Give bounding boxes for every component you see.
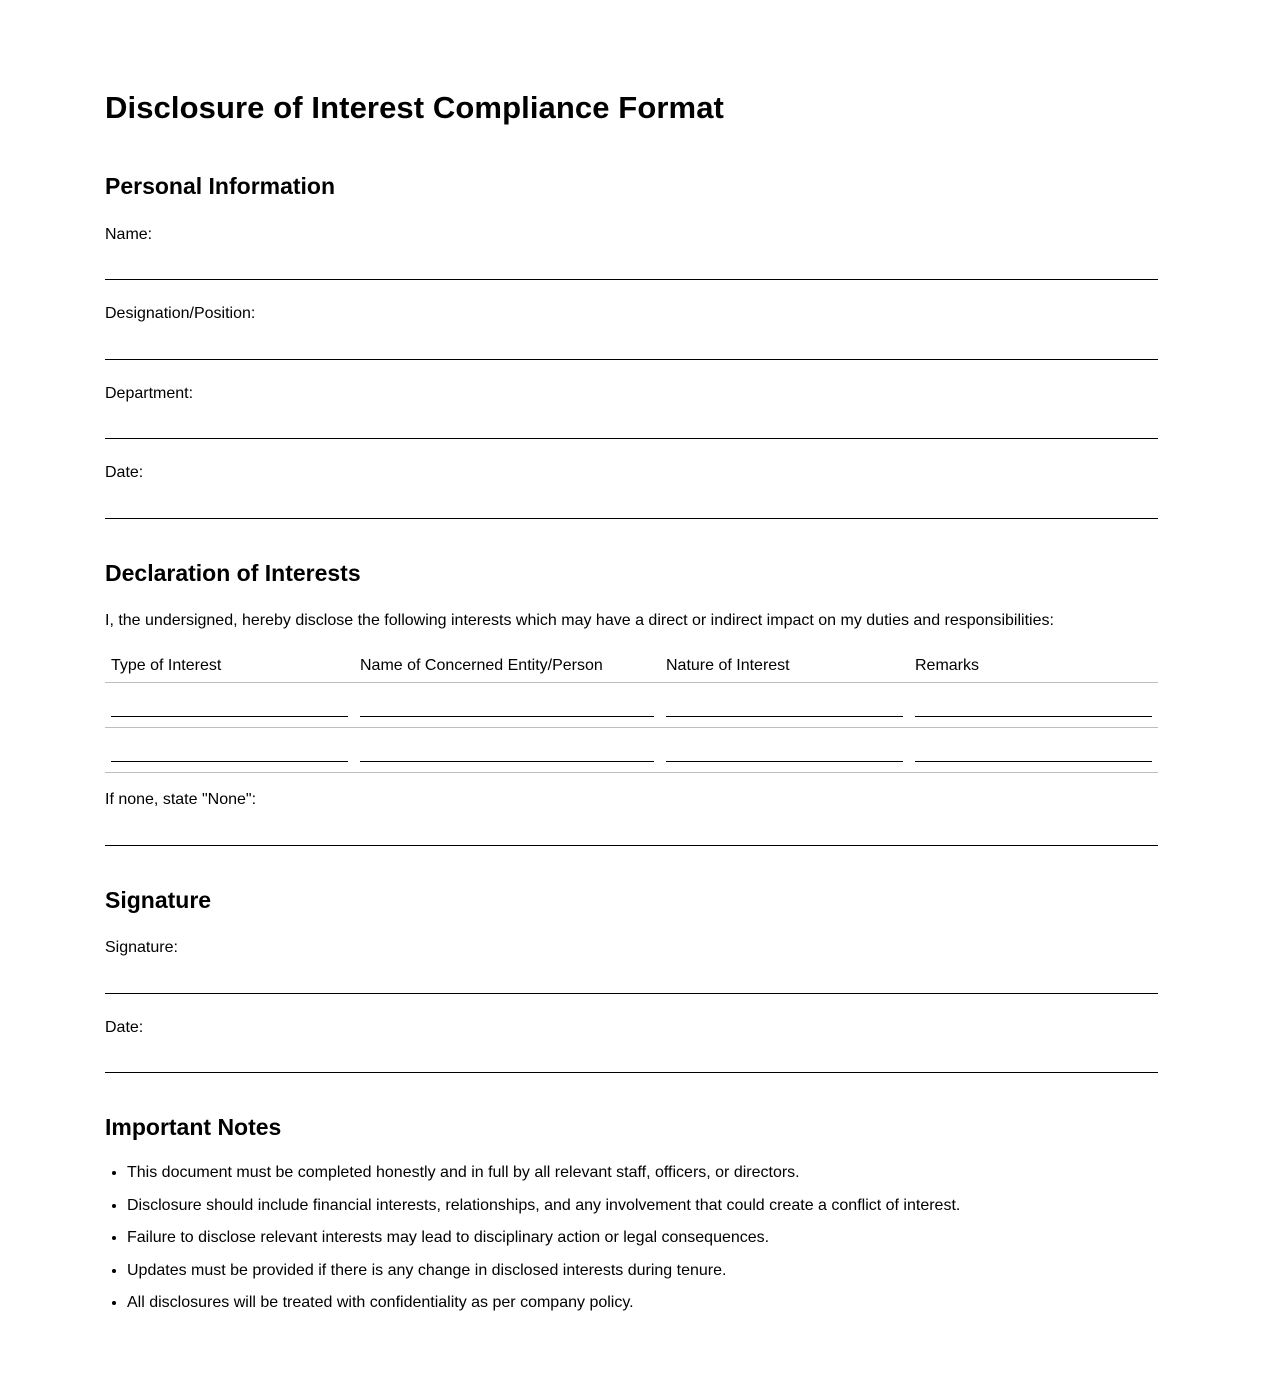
nature-of-interest-input[interactable] [666,694,903,717]
none-label: If none, state "None": [105,791,257,808]
list-item: • This document must be completed honestly and in full by all relevant staff, officers, or directors. [127,1163,1157,1183]
col-type-of-interest: Type of Interest [105,650,354,683]
signature-date-label: Date: [105,1019,144,1036]
name-label: Name: [105,226,153,243]
type-of-interest-input[interactable] [111,694,348,717]
department-input[interactable] [105,414,1158,439]
interests-table [105,650,1158,773]
date-input[interactable] [105,494,1158,519]
declaration-heading: Declaration of Interests [105,560,361,586]
table-row [105,728,1158,773]
remarks-input[interactable] [915,739,1152,762]
concerned-entity-input[interactable] [360,739,654,762]
signature-input[interactable] [105,969,1158,994]
personal-info-heading: Personal Information [105,173,336,199]
none-input[interactable] [105,821,1158,846]
signature-label: Signature: [105,939,178,956]
page-title: Disclosure of Interest Compliance Format [105,90,724,125]
date-label: Date: [105,464,144,481]
notes-heading: Important Notes [105,1114,282,1140]
notes-list [105,1163,1157,1326]
declaration-intro: I, the undersigned, hereby disclose the following interests which may have a direct or indirect impact on my duties and responsibilities: [105,612,1054,629]
designation-label: Designation/Position: [105,305,256,322]
department-label: Department: [105,385,194,402]
form-page [105,0,1158,1311]
signature-heading: Signature [105,887,212,913]
signature-date-input[interactable] [105,1048,1158,1073]
col-nature-of-interest: Nature of Interest [660,650,909,683]
table-header-row [105,650,1158,683]
remarks-input[interactable] [915,694,1152,717]
list-item: • Disclosure should include financial interests, relationships, and any involvement that could create a conflict of interest. [127,1196,1157,1216]
col-concerned-entity: Name of Concerned Entity/Person [354,650,660,683]
type-of-interest-input[interactable] [111,739,348,762]
table-row [105,683,1158,728]
concerned-entity-input[interactable] [360,694,654,717]
list-item: • Failure to disclose relevant interests may lead to disciplinary action or legal consequences. [127,1228,1157,1248]
designation-input[interactable] [105,335,1158,360]
list-item: • All disclosures will be treated with confidentiality as per company policy. [127,1293,1157,1313]
list-item: • Updates must be provided if there is any change in disclosed interests during tenure. [127,1261,1157,1281]
name-input[interactable] [105,255,1158,280]
col-remarks: Remarks [909,650,1158,683]
nature-of-interest-input[interactable] [666,739,903,762]
